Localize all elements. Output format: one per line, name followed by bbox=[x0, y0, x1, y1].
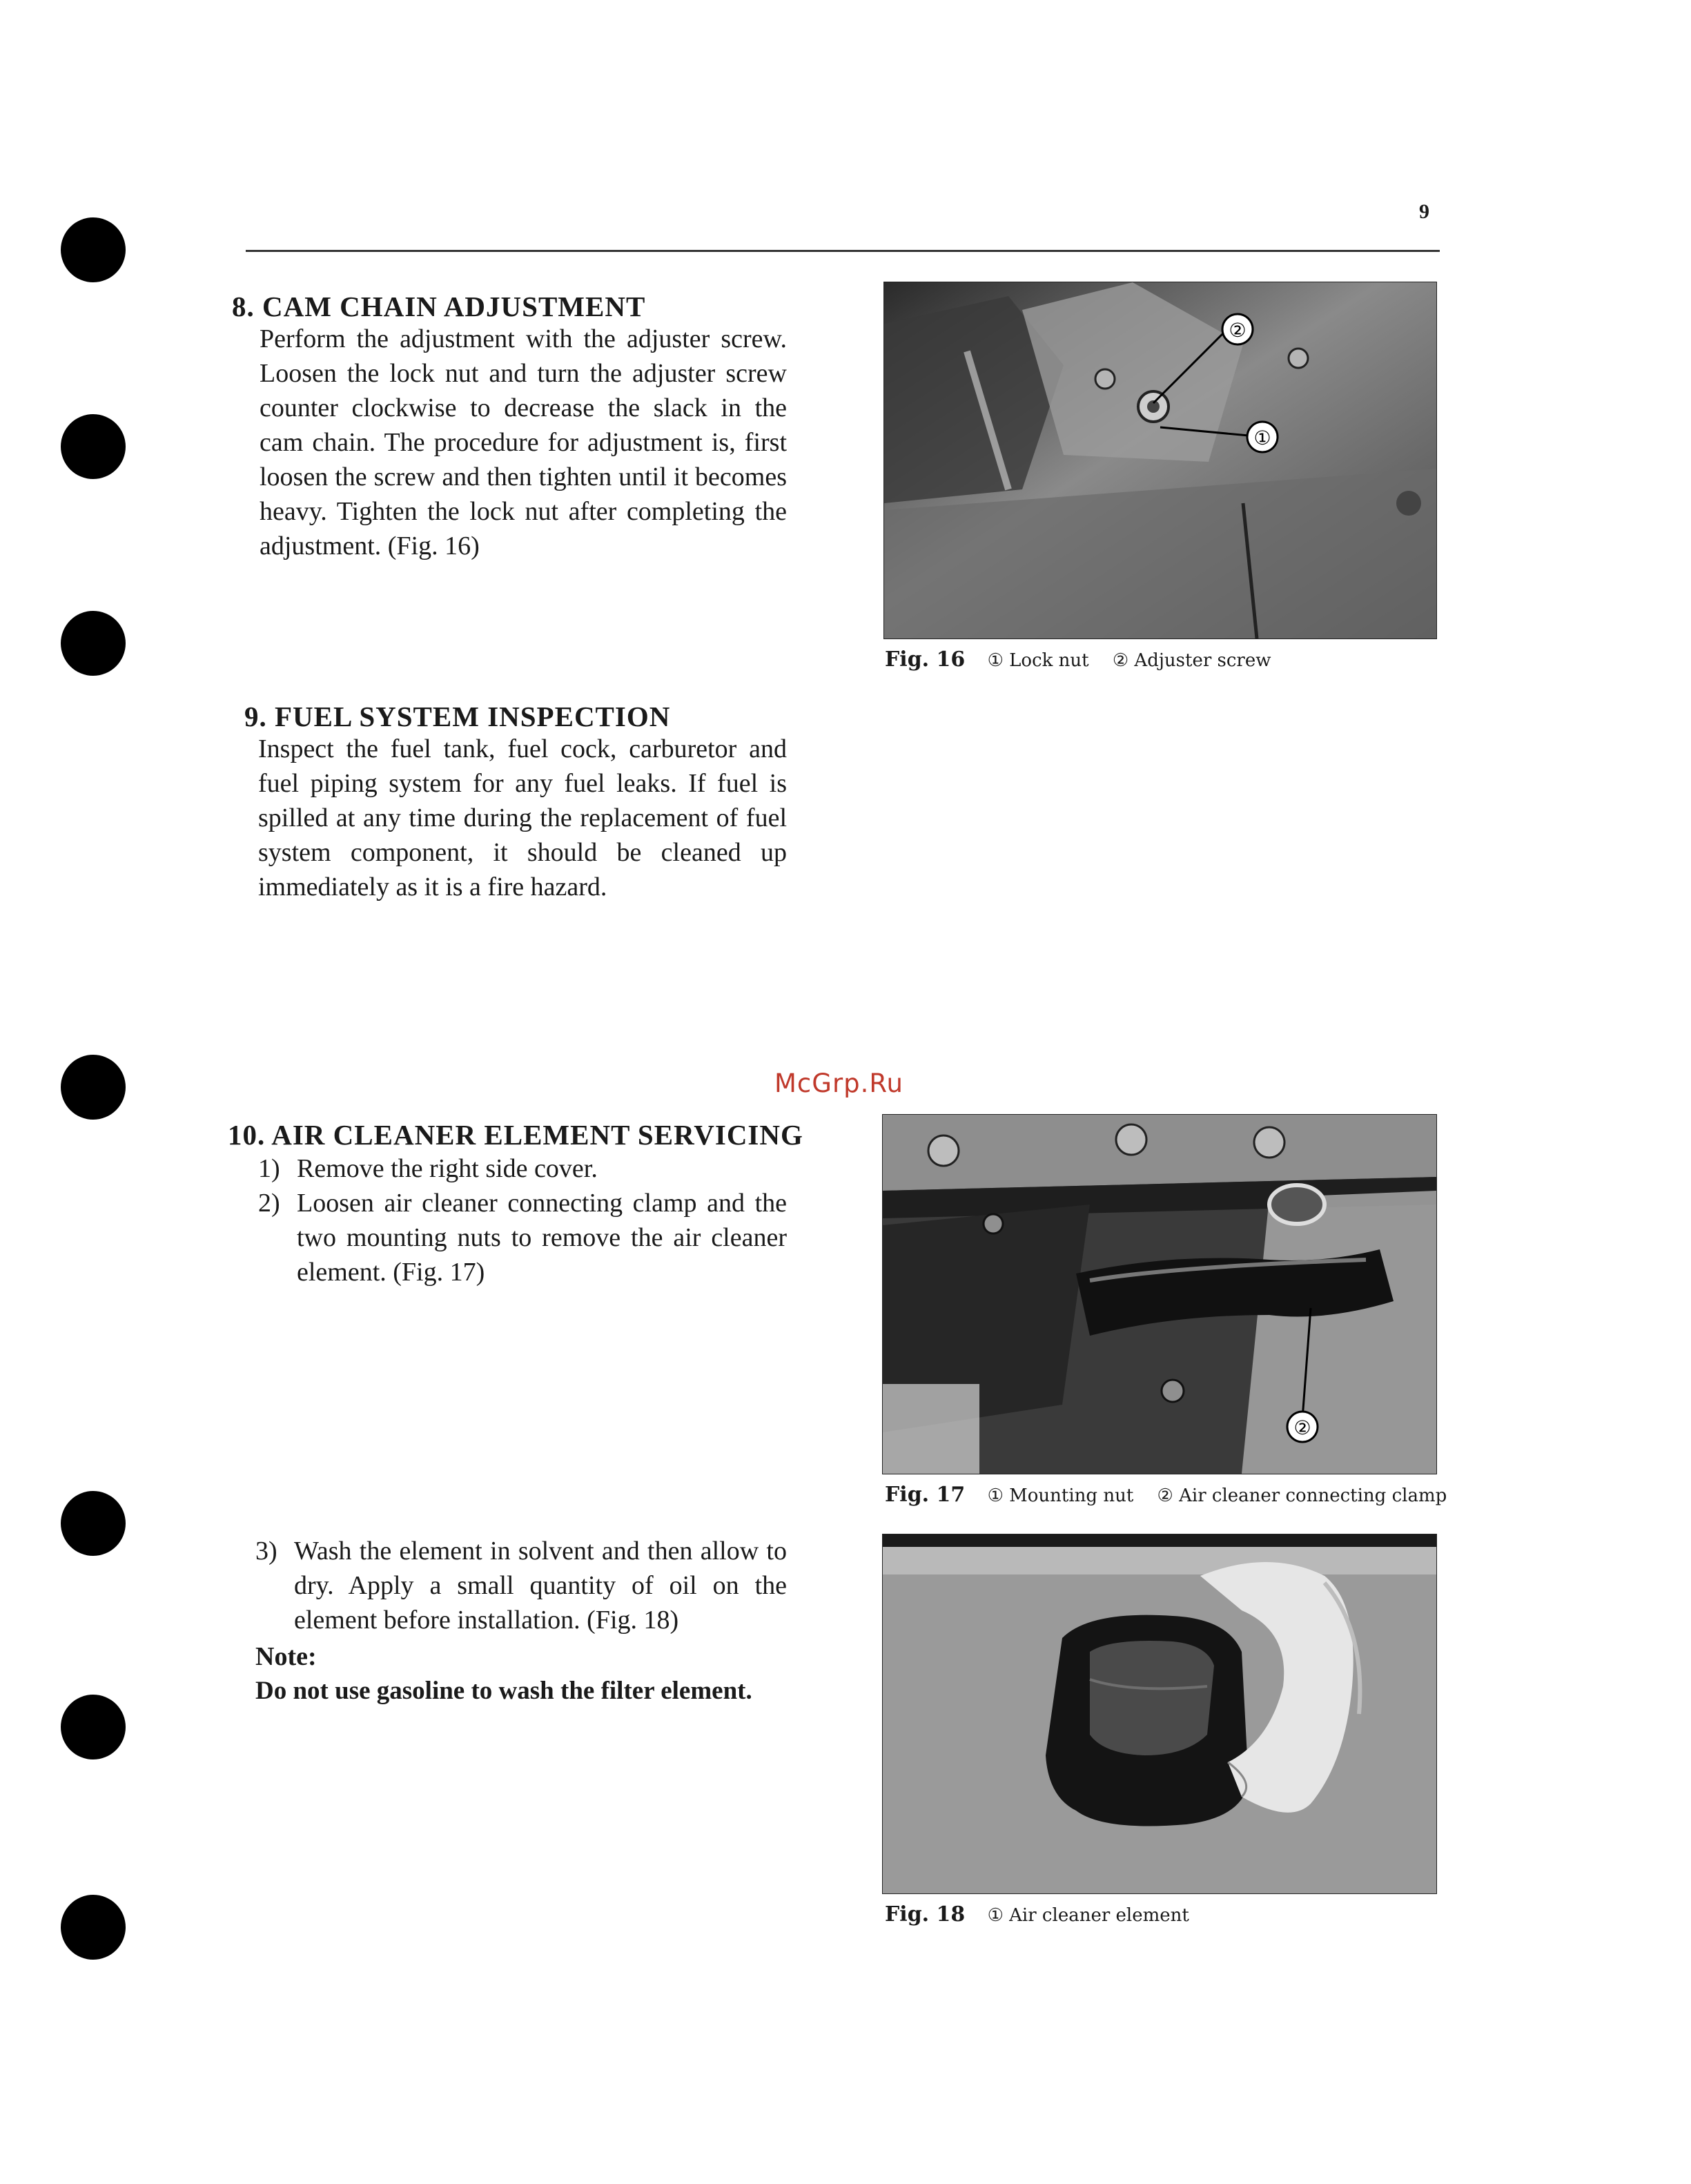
section-body-cam-chain: Perform the adjustment with the adjuster screw. Loosen the lock nut and turn the adjuster screw counter clockwise to decrease the slack in the cam chain. The procedure for adjustment is, first loosen the screw and then tighten until it becomes heavy. Tighten the lock nut after completing the adjustment. (Fig. 16) bbox=[260, 324, 787, 560]
binder-hole bbox=[61, 217, 126, 282]
caption-item: ① Lock nut bbox=[987, 650, 1089, 671]
header-rule bbox=[246, 250, 1440, 252]
fig17-caption bbox=[885, 1483, 1465, 1507]
step-number: 3) bbox=[255, 1537, 277, 1566]
page-number: 9 bbox=[1419, 200, 1429, 223]
watermark: McGrp.Ru bbox=[774, 1069, 903, 1098]
section-heading-fuel-system: 9. FUEL SYSTEM INSPECTION bbox=[244, 701, 671, 732]
step-item bbox=[258, 1151, 787, 1186]
fig18-photo bbox=[882, 1534, 1437, 1894]
step-item bbox=[255, 1534, 787, 1637]
figure-label: Fig. 17 bbox=[885, 1483, 966, 1507]
caption-item: ② Air cleaner connecting clamp bbox=[1157, 1485, 1447, 1506]
figure-label: Fig. 16 bbox=[885, 647, 966, 672]
binder-hole bbox=[61, 1055, 126, 1120]
callout-label: ① bbox=[1253, 427, 1271, 449]
note-label: Note: bbox=[255, 1642, 317, 1671]
figure-label: Fig. 18 bbox=[885, 1902, 966, 1927]
caption-item: ① Air cleaner element bbox=[987, 1905, 1189, 1926]
step-item bbox=[258, 1186, 787, 1289]
engine-cam-chain-photo bbox=[884, 282, 1436, 638]
binder-hole bbox=[61, 1895, 126, 1960]
caption-item: ② Adjuster screw bbox=[1112, 650, 1271, 671]
step-number: 2) bbox=[258, 1189, 280, 1218]
callout-label: ② bbox=[1229, 319, 1247, 342]
air-cleaner-install-photo bbox=[883, 1115, 1436, 1474]
step-text: Loosen air cleaner connecting clamp and the two mounting nuts to remove the air cleaner element. (Fig. 17) bbox=[297, 1189, 787, 1287]
binder-hole bbox=[61, 1491, 126, 1556]
step-text: Wash the element in solvent and then allow to dry. Apply a small quantity of oil on the element before installation. (Fig. 18) bbox=[294, 1537, 787, 1635]
fig16-photo bbox=[883, 282, 1437, 639]
step-number: 1) bbox=[258, 1154, 280, 1183]
binder-hole bbox=[61, 611, 126, 676]
air-cleaner-element-photo bbox=[883, 1534, 1436, 1893]
section-heading-air-cleaner: 10. AIR CLEANER ELEMENT SERVICING bbox=[228, 1119, 803, 1151]
step-text: Remove the right side cover. bbox=[297, 1154, 598, 1183]
fig17-photo bbox=[882, 1114, 1437, 1474]
callout-label: ② bbox=[1293, 1416, 1311, 1439]
binder-hole bbox=[61, 1695, 126, 1759]
fig16-caption bbox=[885, 647, 1289, 672]
section-heading-cam-chain: 8. CAM CHAIN ADJUSTMENT bbox=[232, 291, 646, 322]
note-text: Do not use gasoline to wash the filter element. bbox=[255, 1677, 752, 1705]
binder-hole bbox=[61, 414, 126, 479]
fig18-caption bbox=[885, 1902, 1207, 1927]
section-body-fuel-system: Inspect the fuel tank, fuel cock, carburetor and fuel piping system for any fuel leaks. If fuel is spilled at any time during the replacement of fuel system component, it should be cleaned up immediately as it is a fire hazard. bbox=[258, 734, 787, 901]
caption-item: ① Mounting nut bbox=[987, 1485, 1134, 1506]
